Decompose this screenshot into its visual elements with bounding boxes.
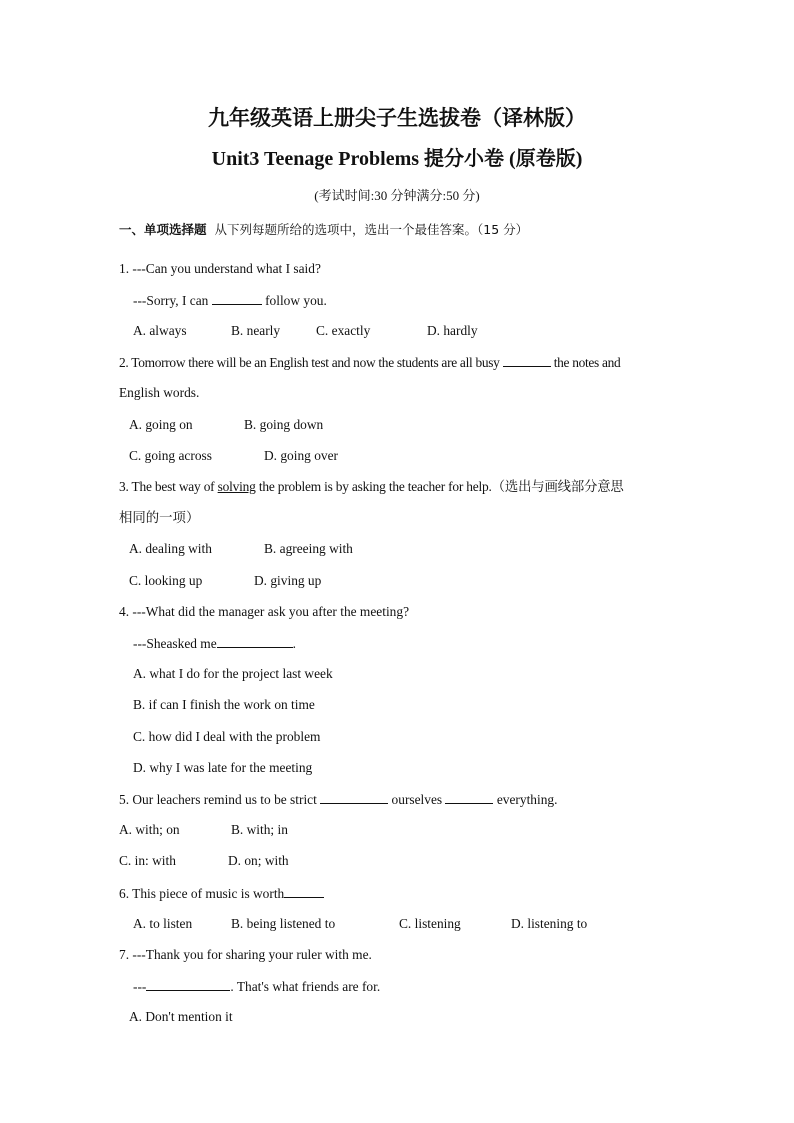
q2-option-d: D. going over [264, 448, 339, 463]
q3-stem-end: the problem is by asking the teacher for help.（选出与画线部分意思 [258, 479, 624, 494]
q3-stem-start: 3. The best way of [119, 479, 215, 494]
q2-option-a: A. going on [129, 417, 193, 432]
q2-option-c: C. going across [129, 448, 212, 463]
question-1-stem: 1. ---Can you understand what I said? [119, 261, 321, 276]
q7-option-a: A. Don't mention it [129, 1009, 233, 1024]
q4-option-c: C. how did I deal with the problem [133, 729, 321, 744]
answer-blank [445, 791, 493, 804]
question-2-stem [119, 354, 620, 371]
q1-option-b: B. nearly [231, 323, 281, 338]
question-7-line2 [133, 978, 380, 995]
page-title-unit: Unit3 Teenage Problems 提分小卷 (原卷版) [211, 148, 583, 170]
q2-option-b: B. going down [244, 417, 324, 432]
question-7-stem: 7. ---Thank you for sharing your ruler with me. [119, 947, 372, 962]
q6-stem-text: 6. This piece of music is worth [119, 886, 285, 901]
q6-option-b: B. being listened to [231, 916, 336, 931]
q6-option-a: A. to listen [133, 916, 193, 931]
q4-option-b: B. if can I finish the work on time [133, 697, 315, 712]
question-5-stem [119, 791, 557, 808]
answer-blank [217, 635, 293, 648]
q4-option-d: D. why I was late for the meeting [133, 760, 313, 775]
q4-line2-end: . [292, 636, 297, 651]
question-2-stem-line2: English words. [119, 385, 200, 400]
q5-option-a: A. with; on [119, 822, 180, 837]
answer-blank [146, 978, 230, 991]
page-title-chinese: 九年级英语上册尖子生选拔卷（译林版） [208, 106, 586, 130]
q5-stem-start: 5. Our leachers remind us to be strict [119, 792, 317, 807]
q4-line2-start: ---Sheasked me [133, 636, 217, 651]
q3-option-d: D. giving up [254, 573, 322, 588]
section-header [119, 222, 528, 238]
q3-option-a: A. dealing with [129, 541, 212, 556]
q5-option-b: B. with; in [231, 822, 288, 837]
question-4-line2 [133, 635, 296, 652]
answer-blank [503, 354, 551, 367]
q5-option-d: D. on; with [228, 853, 289, 868]
answer-blank [284, 885, 324, 898]
answer-blank [320, 791, 388, 804]
q5-option-c: C. in: with [119, 853, 176, 868]
q3-option-b: B. agreeing with [264, 541, 353, 556]
q3-underlined-word: solving [217, 479, 256, 494]
q6-option-d: D. listening to [511, 916, 588, 931]
q5-stem-middle: ourselves [391, 792, 443, 807]
q1-option-c: C. exactly [316, 323, 371, 338]
answer-blank [212, 292, 262, 305]
section-title: 一、单项选择题 [119, 222, 207, 237]
question-3-stem [119, 479, 624, 495]
q5-stem-end: everything. [496, 792, 558, 807]
q2-stem-end: the notes and [553, 355, 621, 370]
q3-option-c: C. looking up [129, 573, 203, 588]
q2-stem-start: 2. Tomorrow there will be an English test and now the students are all busy [119, 355, 500, 370]
q4-option-a: A. what I do for the project last week [133, 666, 333, 681]
q6-option-c: C. listening [399, 916, 461, 931]
question-4-stem: 4. ---What did the manager ask you after the meeting? [119, 604, 410, 619]
exam-info: (考试时间:30 分钟满分:50 分) [314, 188, 480, 203]
question-6-stem [119, 885, 324, 902]
question-3-stem-line2: 相同的一项） [119, 510, 200, 525]
q1-option-d: D. hardly [427, 323, 478, 338]
section-instructions: 从下列每题所给的选项中，选出一个最佳答案。（15 分） [214, 222, 529, 237]
q1-line2-end: follow you. [265, 293, 327, 308]
q7-line2-start: --- [133, 979, 147, 994]
q1-option-a: A. always [133, 323, 187, 338]
q7-line2-end: . That's what friends are for. [230, 979, 381, 994]
question-1-line2 [133, 292, 327, 309]
q1-line2-start: ---Sorry, I can [133, 293, 209, 308]
